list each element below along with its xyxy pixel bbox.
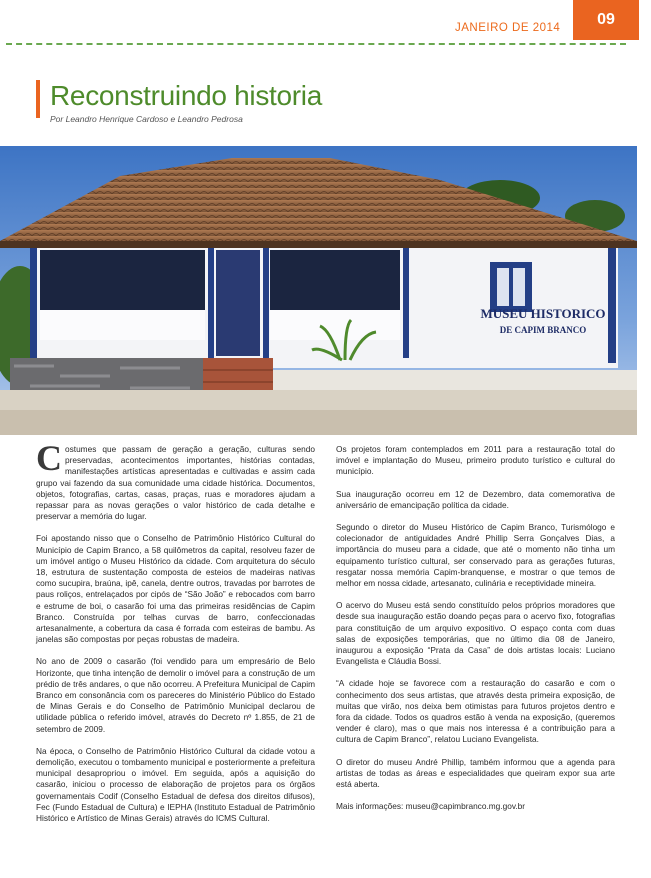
paragraph: Na época, o Conselho de Patrimônio Histórico Cultural da cidade votou a demolição, executou o tombamento municipal e posteriormente a prefeitura municipal desapropriou o imóvel. Em seguida, após a aquisição do casarão, iniciou o processo de elaboração de projetos para os órgãos governamentais Codif (Conselho Estadual de defesa dos direitos difusos), Fec (Fundo Estadual de Cultura) e IEPHA (Instituto Estadual de Patrimônio Histórico e Artístico de Minas Gerais) através do ICMS Cultural. (36, 745, 315, 824)
drop-cap: C (36, 438, 62, 478)
page-number-tab (573, 0, 639, 40)
paragraph: Foi apostando nisso que o Conselho de Patrimônio Histórico Cultural do Município de Capim Branco, a 58 quilômetros da capital, resolveu fazer de um imóvel antigo o Museu Histórico da cidade. Com arquitetura do século 18, estrutura de sustentação composta de esteios de madeiras nativas como sucupira, braúna, ipê, canela, dentre outros, travadas por barrotes de paus roliços, entrelaçados por cipós de “São João” e rebocados com barro e estrume de boi, o casarão foi uma das primeiras residências de Capim Branco. Construída por telhas curvas de barro, confeccionadas artesanalmente, a cobertura da casa é forrada com esteiras de bambu. As janelas são compostas por peças robustas de madeira. (36, 533, 315, 645)
museum-sign-line1: MUSEU HISTORICO (480, 306, 606, 321)
paragraph: Sua inauguração ocorreu em 12 de Dezembro, data comemorativa de aniversário de emancipação política da cidade. (336, 488, 615, 510)
issue-date: JANEIRO DE 2014 (455, 22, 561, 34)
paragraph: O diretor do museu André Phillip, também informou que a agenda para artistas de todas as áreas e especialidades que queiram expor sua arte está aberta. (336, 756, 615, 790)
paragraph: “A cidade hoje se favorece com a restauração do casarão e com o conhecimento dos seus artistas, que através desta primeira exposição, de muitas que virão, nos deixa bem otimistas para futuros projetos dentro e fora da cidade. Todos os quadros estão à venda na exposição, (queremos vender é claro), mas o que mais nos interessa é a contribuição para a cultura de Capim Branco”, relatou Luciano Evangelista. (336, 678, 615, 745)
article-title: Reconstruindo historia (50, 80, 322, 111)
museum-sign-line2: DE CAPIM BRANCO (499, 325, 587, 335)
title-accent-bar (36, 80, 40, 118)
paragraph-text: ostumes que passam de geração a geração, culturas sendo preservadas, acontecimentos importantes, histórias contadas, manifestações artísticas apresentadas e cultivadas e assim cada grupo vai fazendo da sua comunidade uma cidade histórica. Documentos, objetos, fotografias, cartas, casas, praças, ruas e moradores ajudam a repassar para as novas gerações o valor histórico de cada detalhe e preservar a memória do lugar. (36, 444, 315, 522)
paragraph: No ano de 2009 o casarão (foi vendido para um empresário de Belo Horizonte, que tinha intenção de demolir o imóvel para a construção de um prédio de três andares, o que não ocorreu. A Prefeitura Municipal de Capim Branco em consonância com os pareceres do Ministério Público do Estado de Minas Gerais e do Conselho de Patrimônio Municipal declarou de utilidade pública o referido imóvel, através do Decreto nº 1.855, de 21 de setembro de 2009. (36, 656, 315, 734)
paragraph: Segundo o diretor do Museu Histórico de Capim Branco, Turismólogo e colecionador de antiguidades André Phillip Serra Gonçalves Dias, a importância do museu para a cidade, que até o momento não tinha um equipamento turístico cultural, ser conservado para as gerações futuras, resgatar nossa memória Capim-branquense, e mostrar o que temos de melhor em nossa cidade, artesanato, culinária e receptividade mineira. (336, 522, 615, 589)
contact-info: Mais informações: museu@capimbranco.mg.gov.br (336, 801, 526, 812)
paragraph (36, 438, 315, 522)
article-right-column (336, 444, 615, 823)
article-byline: Por Leandro Henrique Cardoso e Leandro Pedrosa (50, 114, 243, 124)
page-number: 09 (597, 11, 615, 28)
paragraph: Os projetos foram contemplados em 2011 para a restauração total do imóvel e implantação do Museu, primeiro produto turístico e cultural do município. (336, 444, 615, 477)
paragraph: O acervo do Museu está sendo constituído pelos próprios moradores que desde sua inauguração estão doando peças para o acervo fixo, fotografias para constituição de um arquivo expositivo. O espaço conta com duas salas de exposições temporárias, que no último dia 08 de Janeiro, inaugurou a exposição “Prata da Casa” de dois artistas locais: Luciano Evangelista e Cláudia Bossi. (336, 600, 615, 667)
header-divider (6, 43, 626, 45)
museum-photo (0, 146, 637, 435)
article-left-column (36, 438, 315, 835)
